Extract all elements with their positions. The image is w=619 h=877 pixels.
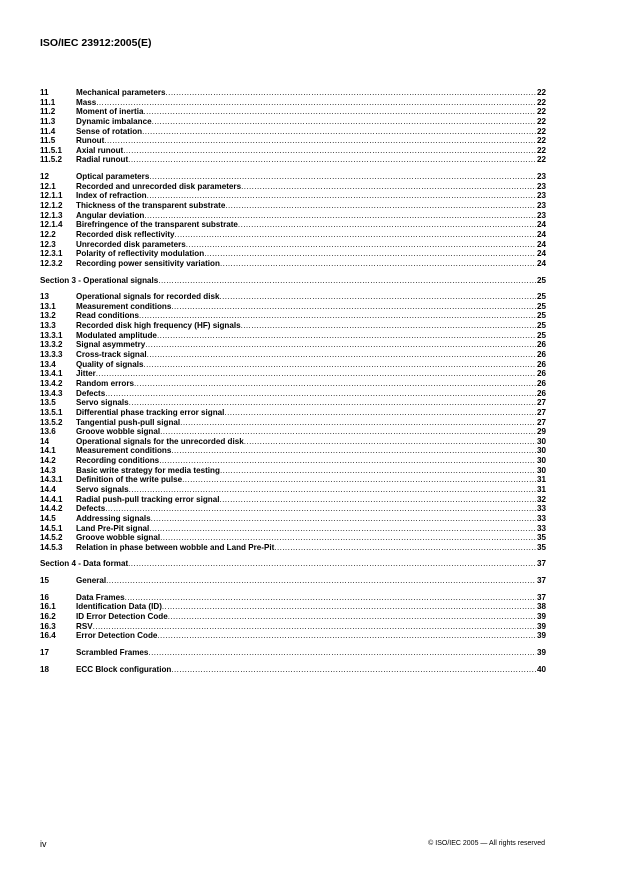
toc-entry[interactable] xyxy=(40,602,546,612)
toc-entry[interactable] xyxy=(40,495,546,505)
toc-entry-page: 29 xyxy=(536,427,546,437)
toc-entry-number: 16.3 xyxy=(40,621,56,631)
toc-entry[interactable] xyxy=(40,612,546,622)
toc-entry-title: Mechanical parameters xyxy=(76,88,166,97)
toc-entry-title: Dynamic imbalance xyxy=(76,116,152,126)
toc-entry-number: 14 xyxy=(40,436,50,446)
toc-entry-title: Modulated amplitude xyxy=(76,330,157,340)
dot-leader xyxy=(104,136,536,146)
toc-entry[interactable] xyxy=(40,259,546,269)
dot-leader xyxy=(128,559,536,569)
toc-entry-page: 26 xyxy=(536,378,546,388)
dot-leader xyxy=(96,369,536,379)
toc-entry-number: 13.4.3 xyxy=(40,388,63,398)
toc-entry-title: Identification Data (ID) xyxy=(76,602,162,612)
toc-entry-page: 24 xyxy=(536,249,546,259)
dot-leader xyxy=(166,88,536,98)
toc-entry[interactable] xyxy=(40,182,546,192)
toc-entry[interactable] xyxy=(40,543,546,553)
toc-entry-page: 25 xyxy=(536,321,546,331)
toc-entry[interactable] xyxy=(40,475,546,485)
dot-leader xyxy=(168,612,536,622)
toc-entry-number: 13.5 xyxy=(40,398,56,408)
toc-entry[interactable] xyxy=(40,172,546,182)
toc-entry-page: 27 xyxy=(536,398,546,408)
toc-entry-page: 27 xyxy=(536,407,546,417)
toc-entry-page: 24 xyxy=(536,239,546,249)
toc-entry-number: 11.1 xyxy=(40,97,56,107)
toc-entry-page: 22 xyxy=(536,107,546,117)
dot-leader xyxy=(171,665,536,675)
dot-leader xyxy=(139,311,536,321)
toc-entry-page: 39 xyxy=(536,621,546,631)
dot-leader xyxy=(219,292,536,302)
toc-entry-title: Index of refraction xyxy=(76,191,147,201)
toc-entry[interactable] xyxy=(40,146,546,156)
toc-entry[interactable] xyxy=(40,98,546,108)
dot-leader xyxy=(143,360,536,370)
toc-entry-page: 24 xyxy=(536,258,546,268)
dot-leader xyxy=(93,622,536,632)
toc-entry-number: 12.3 xyxy=(40,239,56,249)
toc-entry[interactable] xyxy=(40,276,546,286)
dot-leader xyxy=(149,524,536,534)
toc-entry-number: 12.1.2 xyxy=(40,201,63,211)
toc-entry-title: Servo signals xyxy=(76,484,129,494)
toc-entry[interactable] xyxy=(40,220,546,230)
toc-entry-title: Servo signals xyxy=(76,398,129,408)
toc-entry-page: 30 xyxy=(536,456,546,466)
toc-entry[interactable] xyxy=(40,107,546,117)
toc-entry-title: Unrecorded disk parameters xyxy=(76,239,186,249)
toc-entry-page: 37 xyxy=(536,592,546,602)
toc-entry-title: Sense of rotation xyxy=(76,126,143,136)
toc-entry[interactable] xyxy=(40,418,546,428)
dot-leader xyxy=(149,172,536,182)
toc-entry-title: Relation in phase between wobble and Land Pre-Pit xyxy=(76,542,275,552)
toc-entry-title: Signal asymmetry xyxy=(76,340,146,350)
toc-entry-number: 12.1.1 xyxy=(40,191,63,201)
toc-entry-title: Defects xyxy=(76,388,106,398)
toc-entry[interactable] xyxy=(40,504,546,514)
toc-entry-title: Optical parameters xyxy=(76,172,150,182)
toc-entry[interactable] xyxy=(40,514,546,524)
dot-leader xyxy=(152,117,536,127)
dot-leader xyxy=(159,456,536,466)
toc-entry-title: General xyxy=(76,576,107,586)
toc-entry-number: 11.4 xyxy=(40,126,56,136)
dot-leader xyxy=(128,155,536,165)
toc-entry[interactable] xyxy=(40,622,546,632)
toc-entry[interactable] xyxy=(40,437,546,447)
toc-entry-title: Radial runout xyxy=(76,155,129,165)
toc-entry-number: 12.1.3 xyxy=(40,210,63,220)
toc-entry[interactable] xyxy=(40,369,546,379)
toc-entry-page: 31 xyxy=(536,484,546,494)
toc-entry-number: 14.5.3 xyxy=(40,542,63,552)
toc-entry-title: Runout xyxy=(76,136,105,146)
toc-entry-title: Groove wobble signal xyxy=(76,533,161,543)
toc-entry[interactable] xyxy=(40,340,546,350)
toc-entry[interactable] xyxy=(40,665,546,675)
toc-entry-title: Birefringence of the transparent substrate xyxy=(76,220,238,230)
toc-entry-page: 23 xyxy=(536,210,546,220)
toc-entry[interactable] xyxy=(40,302,546,312)
dot-leader xyxy=(147,350,536,360)
dot-leader xyxy=(157,331,536,341)
dot-leader xyxy=(96,98,536,108)
toc-entry-title: Section 4 - Data format xyxy=(40,559,129,569)
toc-entry[interactable] xyxy=(40,427,546,437)
toc-entry-page: 25 xyxy=(536,330,546,340)
toc-entry-page: 25 xyxy=(536,311,546,321)
toc-entry[interactable] xyxy=(40,408,546,418)
toc-entry-number: 13.4.2 xyxy=(40,378,63,388)
toc-entry[interactable] xyxy=(40,88,546,98)
toc-entry-number: 14.5.1 xyxy=(40,523,63,533)
toc-entry[interactable] xyxy=(40,292,546,302)
toc-entry-number: 14.3 xyxy=(40,465,56,475)
toc-entry-number: 13.3.3 xyxy=(40,350,63,360)
toc-entry-title: Operational signals for recorded disk xyxy=(76,292,220,302)
toc-entry[interactable] xyxy=(40,321,546,331)
toc-entry-title: Definition of the write pulse xyxy=(76,475,183,485)
dot-leader xyxy=(241,321,536,331)
toc-entry-page: 24 xyxy=(536,220,546,230)
toc-entry-number: 14.5.2 xyxy=(40,533,63,543)
dot-leader xyxy=(274,543,536,553)
toc-entry-number: 11.3 xyxy=(40,116,56,126)
dot-leader xyxy=(144,211,536,221)
toc-entry-page: 22 xyxy=(536,116,546,126)
toc-entry-page: 26 xyxy=(536,369,546,379)
toc-entry-page: 30 xyxy=(536,436,546,446)
toc-entry-number: 13.3.2 xyxy=(40,340,63,350)
toc-entry[interactable] xyxy=(40,155,546,165)
toc-entry[interactable] xyxy=(40,559,546,569)
toc-entry-number: 12 xyxy=(40,172,50,182)
toc-entry[interactable] xyxy=(40,191,546,201)
toc-entry-title: Addressing signals xyxy=(76,513,151,523)
toc-entry[interactable] xyxy=(40,117,546,127)
toc-entry-page: 26 xyxy=(536,388,546,398)
dot-leader xyxy=(143,107,536,117)
toc-entry-number: 16 xyxy=(40,592,50,602)
dot-leader xyxy=(244,437,536,447)
dot-leader xyxy=(180,418,536,428)
toc-entry-number: 14.4 xyxy=(40,484,56,494)
toc-entry-number: 14.2 xyxy=(40,456,56,466)
toc-entry-page: 40 xyxy=(536,664,546,674)
toc-entry-title: Jitter xyxy=(76,369,96,379)
toc-entry-number: 11.2 xyxy=(40,107,56,117)
toc-entry-page: 26 xyxy=(536,359,546,369)
toc-entry-number: 14.5 xyxy=(40,513,56,523)
toc-entry-page: 25 xyxy=(536,301,546,311)
dot-leader xyxy=(220,259,536,269)
toc-entry[interactable] xyxy=(40,389,546,399)
dot-leader xyxy=(162,602,536,612)
toc-entry-title: Recording conditions xyxy=(76,456,160,466)
dot-leader xyxy=(129,398,536,408)
toc-entry-page: 33 xyxy=(536,513,546,523)
toc-entry-title: Recorded disk reflectivity xyxy=(76,229,175,239)
toc-entry[interactable] xyxy=(40,136,546,146)
dot-leader xyxy=(145,340,536,350)
toc-entry-number: 12.3.1 xyxy=(40,249,63,259)
toc-entry-title: Cross-track signal xyxy=(76,350,147,360)
toc-entry[interactable] xyxy=(40,446,546,456)
copyright-notice: © ISO/IEC 2005 — All rights reserved xyxy=(428,840,545,847)
dot-leader xyxy=(171,446,536,456)
toc-entry-number: 16.2 xyxy=(40,612,56,622)
toc-entry[interactable] xyxy=(40,485,546,495)
toc-entry-page: 32 xyxy=(536,494,546,504)
dot-leader xyxy=(225,201,536,211)
toc-entry-number: 11.5.2 xyxy=(40,155,63,165)
toc-entry[interactable] xyxy=(40,230,546,240)
toc-entry-number: 17 xyxy=(40,647,50,657)
toc-entry-number: 13.4 xyxy=(40,359,56,369)
toc-entry[interactable] xyxy=(40,127,546,137)
dot-leader xyxy=(157,631,536,641)
toc-entry[interactable] xyxy=(40,379,546,389)
toc-entry-page: 39 xyxy=(536,612,546,622)
toc-entry-title: RSV xyxy=(76,621,93,631)
toc-entry-page: 23 xyxy=(536,172,546,182)
toc-entry-page: 23 xyxy=(536,181,546,191)
dot-leader xyxy=(148,648,536,658)
toc-entry-title: Land Pre-Pit signal xyxy=(76,523,150,533)
toc-entry-page: 35 xyxy=(536,533,546,543)
dot-leader xyxy=(241,182,536,192)
toc-entry-number: 11.5.1 xyxy=(40,145,63,155)
toc-entry-number: 11 xyxy=(40,88,49,97)
toc-entry-page: 23 xyxy=(536,201,546,211)
toc-entry[interactable] xyxy=(40,456,546,466)
toc-entry-number: 13.3 xyxy=(40,321,56,331)
toc-entry-page: 22 xyxy=(536,126,546,136)
toc-entry-number: 12.2 xyxy=(40,229,56,239)
dot-leader xyxy=(147,191,536,201)
toc-entry-title: Measurement conditions xyxy=(76,301,172,311)
toc-entry-number: 13.2 xyxy=(40,311,56,321)
dot-leader xyxy=(105,389,536,399)
toc-entry-page: 30 xyxy=(536,465,546,475)
toc-entry-number: 14.4.2 xyxy=(40,504,63,514)
toc-entry[interactable] xyxy=(40,360,546,370)
toc-entry-title: Mass xyxy=(76,97,97,107)
toc-entry-title: Data Frames xyxy=(76,592,125,602)
toc-entry[interactable] xyxy=(40,311,546,321)
toc-entry-title: Error Detection Code xyxy=(76,631,158,641)
dot-leader xyxy=(186,240,536,250)
toc-entry-title: Section 3 - Operational signals xyxy=(40,275,159,285)
toc-entry[interactable] xyxy=(40,211,546,221)
toc-entry[interactable] xyxy=(40,533,546,543)
toc-entry-title: Read conditions xyxy=(76,311,139,321)
toc-entry-title: Recorded and unrecorded disk parameters xyxy=(76,181,242,191)
toc-entry-number: 13.3.1 xyxy=(40,330,63,340)
toc-entry-title: Radial push-pull tracking error signal xyxy=(76,494,220,504)
dot-leader xyxy=(175,230,536,240)
toc-entry-title: Defects xyxy=(76,504,106,514)
toc-entry-page: 38 xyxy=(536,602,546,612)
dot-leader xyxy=(151,514,536,524)
toc-entry-title: Angular deviation xyxy=(76,210,145,220)
page-number: iv xyxy=(40,839,47,849)
toc-entry-number: 13.6 xyxy=(40,427,56,437)
toc-entry-number: 14.3.1 xyxy=(40,475,63,485)
document-id-header: ISO/IEC 23912:2005(E) xyxy=(40,37,152,49)
toc-entry-number: 16.4 xyxy=(40,631,56,641)
dot-leader xyxy=(105,504,536,514)
toc-entry-number: 16.1 xyxy=(40,602,56,612)
toc-entry[interactable] xyxy=(40,648,546,658)
toc-entry[interactable] xyxy=(40,593,546,603)
toc-entry-number: 13.1 xyxy=(40,301,56,311)
toc-entry[interactable] xyxy=(40,466,546,476)
toc-entry[interactable] xyxy=(40,201,546,211)
toc-entry-page: 22 xyxy=(536,136,546,146)
toc-entry-number: 12.3.2 xyxy=(40,258,63,268)
dot-leader xyxy=(182,475,536,485)
toc-entry-title: Recording power sensitivity variation xyxy=(76,258,220,268)
toc-entry-page: 23 xyxy=(536,191,546,201)
toc-entry-title: Tangential push-pull signal xyxy=(76,417,181,427)
toc-entry-page: 27 xyxy=(536,417,546,427)
toc-entry-title: Polarity of reflectivity modulation xyxy=(76,249,205,259)
toc-entry-page: 35 xyxy=(536,542,546,552)
dot-leader xyxy=(171,302,536,312)
dot-leader xyxy=(219,495,536,505)
toc-entry-number: 14.1 xyxy=(40,446,56,456)
toc-entry-title: Thickness of the transparent substrate xyxy=(76,201,226,211)
table-of-contents xyxy=(40,88,546,674)
toc-entry-title: ECC Block configuration xyxy=(76,664,172,674)
toc-entry[interactable] xyxy=(40,350,546,360)
dot-leader xyxy=(224,408,536,418)
toc-entry-title: Recorded disk high frequency (HF) signals xyxy=(76,321,241,331)
toc-entry-page: 26 xyxy=(536,350,546,360)
toc-entry-number: 12.1 xyxy=(40,181,56,191)
toc-entry-page: 33 xyxy=(536,523,546,533)
dot-leader xyxy=(125,593,536,603)
dot-leader xyxy=(238,220,536,230)
toc-entry-page: 25 xyxy=(536,292,546,302)
toc-entry-page: 37 xyxy=(536,559,546,569)
toc-entry-page: 22 xyxy=(536,155,546,165)
toc-entry-title: Groove wobble signal xyxy=(76,427,161,437)
toc-entry-page: 31 xyxy=(536,475,546,485)
toc-entry-page: 25 xyxy=(536,275,546,285)
toc-entry-number: 13.5.1 xyxy=(40,407,63,417)
toc-entry-title: Measurement conditions xyxy=(76,446,172,456)
toc-entry[interactable] xyxy=(40,524,546,534)
dot-leader xyxy=(160,427,536,437)
toc-entry-title: Operational signals for the unrecorded disk xyxy=(76,436,244,446)
toc-entry-number: 13 xyxy=(40,292,50,302)
toc-entry-title: Moment of inertia xyxy=(76,107,144,117)
toc-entry-page: 24 xyxy=(536,229,546,239)
toc-entry-page: 26 xyxy=(536,340,546,350)
toc-entry[interactable] xyxy=(40,631,546,641)
dot-leader xyxy=(129,485,536,495)
toc-entry-page: 33 xyxy=(536,504,546,514)
toc-entry-number: 14.4.1 xyxy=(40,494,63,504)
toc-entry-number: 13.5.2 xyxy=(40,417,63,427)
toc-entry-title: Quality of signals xyxy=(76,359,144,369)
toc-entry-page: 22 xyxy=(536,97,546,107)
dot-leader xyxy=(204,249,536,259)
dot-leader xyxy=(106,576,536,586)
toc-entry-number: 15 xyxy=(40,576,50,586)
toc-entry[interactable] xyxy=(40,398,546,408)
toc-entry-number: 11.5 xyxy=(40,136,56,146)
toc-entry-title: Differential phase tracking error signal xyxy=(76,407,225,417)
toc-entry-title: Basic write strategy for media testing xyxy=(76,465,220,475)
dot-leader xyxy=(158,276,536,286)
toc-entry-page: 39 xyxy=(536,631,546,641)
toc-entry[interactable] xyxy=(40,331,546,341)
toc-entry-title: Axial runout xyxy=(76,145,124,155)
toc-entry[interactable] xyxy=(40,576,546,586)
toc-entry-page: 37 xyxy=(536,576,546,586)
dot-leader xyxy=(220,466,536,476)
toc-entry-number: 18 xyxy=(40,664,50,674)
toc-entry-page: 22 xyxy=(536,145,546,155)
toc-entry-number: 12.1.4 xyxy=(40,220,63,230)
toc-entry-title: Random errors xyxy=(76,378,135,388)
dot-leader xyxy=(134,379,536,389)
toc-entry-title: ID Error Detection Code xyxy=(76,612,168,622)
dot-leader xyxy=(160,533,536,543)
toc-entry-title: Scrambled Frames xyxy=(76,647,149,657)
toc-entry[interactable] xyxy=(40,249,546,259)
toc-entry-page: 30 xyxy=(536,446,546,456)
toc-entry-page: 39 xyxy=(536,647,546,657)
toc-entry-page: 22 xyxy=(536,88,546,97)
dot-leader xyxy=(123,146,536,156)
toc-entry[interactable] xyxy=(40,240,546,250)
toc-entry-number: 13.4.1 xyxy=(40,369,63,379)
dot-leader xyxy=(142,127,536,137)
